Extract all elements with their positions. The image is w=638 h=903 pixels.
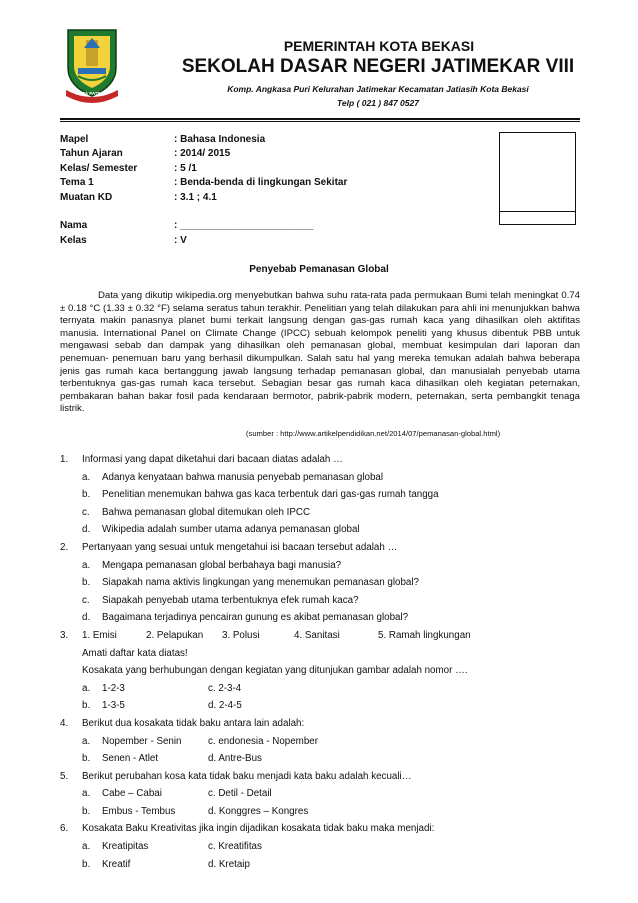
school-name: SEKOLAH DASAR NEGERI JATIMEKAR VIII [181,56,575,77]
q5-options-ac: a. Cabe – Cabai c. Detil - Detail [82,788,272,800]
q3-options-ac: a. 1-2-3 c. 2-3-4 [82,682,242,694]
score-box-footer [499,210,576,225]
q5-options-bd: b. Embus - Tembus d. Konggres – Kongres [82,805,309,817]
info-row-theme: Tema 1 : Benda-benda di lingkungan Sekitar [60,177,348,189]
q3-word-4: 4. Sanitasi [294,629,340,641]
source-citation: (sumber : http://www.artikelpendidikan.net/2014/07/pemanasan-global.html) [246,429,501,438]
question-6: 6. Kosakata Baku Kreativitas jika ingin dijadikan kosakata tidak baku maka menjadi: [60,823,435,835]
q3-word-5: 5. Ramah lingkungan [378,629,471,641]
q3-word-2: 2. Pelapukan [146,629,204,641]
reading-passage [60,290,580,416]
question-4: 4. Berikut dua kosakata tidak baku antara lain adalah: [60,717,305,729]
q1-option-d: d. Wikipedia adalah sumber utama adanya pemanasan global [82,524,360,536]
passage-text: Data yang dikutip wikipedia.org menyebutkan bahwa suhu rata-rata pada permukaan Bumi telah meningkat 0.74 ± 0.18 °C (1.33 ± 0.32 °F) selama seratus tahun terakhir. Penelitian yang telah dilakukan para ahli ini menunjukkan bahwa ternyata makin panasnya planet bumi terkait langsung dengan gas-gas rumah kaca yang dihasilkan oleh aktifitas manusia. International Panel on Climate Change (IPCC) sebuah kelompok peneliti yang khusus dibentuk PBB untuk mengawasi sebab dan dampak yang dihasilkan oleh pemanasan global, membuat kesimpulan dari laporan dan penemuan- penemuan baru yang berhasil dikumpulkan. Salah satu hal yang mereka temukan adalah bahwa beberapa jenis gas rumah kaca bertanggung jawab langsung terhadap pemanasan global, dan manusialah penyebab utama terbentuknya gas-gas rumah kaca tersebut. Sebagian besar gas rumah kaca dihasilkan oleh kegiatan peternakan, pembakaran bahan bakar fosil pada kendaraan bermotor, pabrik-pabrik modern, peternakan, serta pembangkit tenaga listrik. [60,290,580,415]
header-divider-thick [60,118,580,120]
q2-option-c: c. Siapakah penyebab utama terbentuknya efek rumah kaca? [82,594,359,606]
q2-option-b: b. Siapakah nama aktivis lingkungan yang menemukan pemanasan global? [82,577,419,589]
info-row-subject: Mapel : Bahasa Indonesia [60,134,266,145]
school-phone: Telp ( 021 ) 847 0527 [337,98,419,108]
info-row-kd: Muatan KD : 3.1 ; 4.1 [60,191,217,203]
logo-caption: KOTA PATRIOT [75,91,109,96]
q3-word-list [82,627,471,645]
q1-option-a: a. Adanya kenyataan bahwa manusia penyebab pemanasan global [82,471,384,483]
question-1: 1. Informasi yang dapat diketahui dari bacaan diatas adalah … [60,454,343,465]
q2-option-a: a. Mengapa pemanasan global berbahaya bagi manusia? [82,559,342,571]
info-row-year: Tahun Ajaran : 2014/ 2015 [60,148,231,160]
exam-info [60,133,347,205]
student-info [60,218,314,248]
info-row-class: Kelas/ Semester : 5 /1 [60,162,197,174]
q3-word-3: 3. Polusi [222,629,260,641]
score-box [499,132,576,212]
question-2: 2. Pertanyaan yang sesuai untuk mengetahui isi bacaan tersebut adalah … [60,541,398,553]
q3-options-bd: b. 1-3-5 d. 2-4-5 [82,700,242,712]
q3-instruction: Amati daftar kata diatas! [82,647,188,659]
q4-options-bd: b. Senen - Atlet d. Antre-Bus [82,753,262,765]
student-name-row: Nama : ________________________ [60,220,314,231]
school-address: Komp. Angkasa Puri Kelurahan Jatimekar Kecamatan Jatiasih Kota Bekasi [227,84,529,94]
q3-word-1: 1. Emisi [82,629,117,641]
government-name: PEMERINTAH KOTA BEKASI [283,38,475,54]
question-3: 3. 1. Emisi 2. Pelapukan 3. Polusi 4. Sanitasi 5. Ramah lingkungan [60,627,580,645]
question-5: 5. Berikut perubahan kosa kata tidak baku menjadi kata baku adalah kecuali… [60,770,412,782]
student-class-row: Kelas : V [60,235,187,246]
header-divider-thin [60,121,580,122]
q1-option-b: b. Penelitian menemukan bahwa gas kaca terbentuk dari gas-gas rumah tangga [82,489,439,501]
q4-options-ac: a. Nopember - Senin c. endonesia - Nopember [82,735,319,747]
q3-prompt: Kosakata yang berhubungan dengan kegiatan yang ditunjukan gambar adalah nomor …. [82,665,468,677]
q6-options-bd: b. Kreatif d. Kretaip [82,858,250,870]
question-list [60,451,580,873]
reading-title: Penyebab Pemanasan Global [249,264,389,275]
q2-option-d: d. Bagaimana terjadinya pencairan gunung es akibat pemanasan global? [82,612,409,624]
q6-options-ac: a. Kreatipitas c. Kreatifitas [82,841,262,853]
q1-option-c: c. Bahwa pemanasan global ditemukan oleh IPCC [82,506,311,518]
